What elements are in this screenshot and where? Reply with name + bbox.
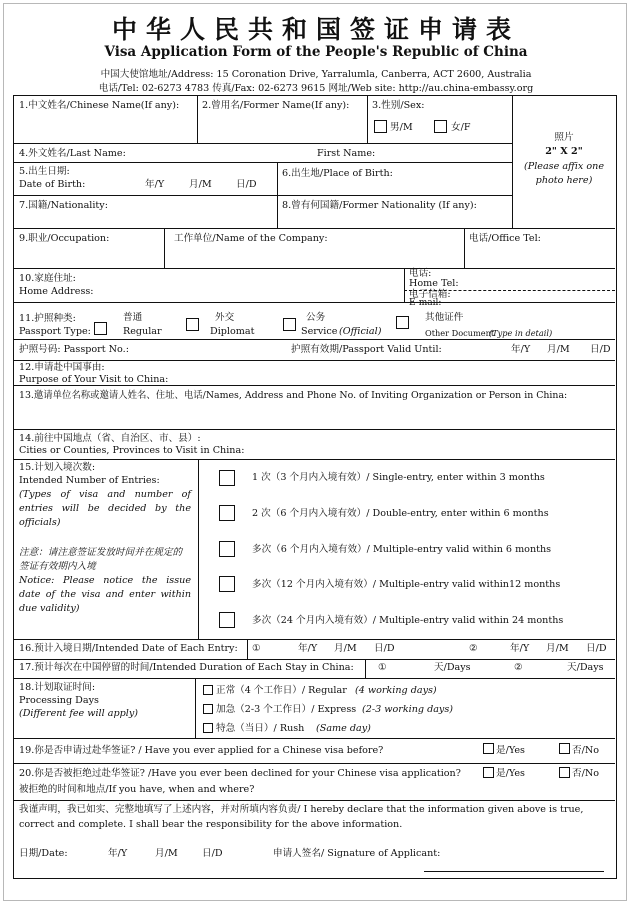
passport-other-en: Other Document	[425, 328, 495, 338]
entry-double-label: 2 次（6 个月内入境有效）/ Double-entry, enter within 6 months	[252, 508, 549, 519]
passport-service-note: (Official)	[339, 326, 382, 337]
q20-yes-checkbox[interactable]	[483, 767, 494, 778]
processing-express-checkbox[interactable]	[203, 704, 213, 714]
notice-label-en: Notice: Please notice the issue date of the visa and enter within due validity)	[19, 575, 191, 614]
entry-date-1-day: 日/D	[374, 643, 395, 654]
form-title-english: Visa Application Form of the People's Republic of China	[104, 44, 528, 60]
email-label-en: E-mail:	[409, 298, 442, 308]
passport-diplomat-checkbox[interactable]	[186, 318, 199, 331]
entry-multi-6-checkbox[interactable]	[219, 541, 235, 557]
passport-valid-year: 年/Y	[511, 344, 531, 355]
processing-express-note: (2-3 working days)	[362, 704, 454, 715]
q20-no-checkbox[interactable]	[559, 767, 570, 778]
entry-multi-24-label: 多次（24 个月内入境有效）/ Multiple-entry valid within 24 months	[252, 615, 564, 626]
stay-duration-label: 17.预计每次在中国停留的时间/Intended Duration of Each Stay in China:	[19, 662, 354, 673]
entry-multi-12-label: 多次（12 个月内入境有效）/ Multiple-entry valid within12 months	[252, 579, 561, 590]
processing-express-label: 加急（2-3 个工作日）/ Express	[216, 704, 357, 715]
sex-male-label: 男/M	[390, 122, 413, 133]
passport-valid-month: 月/M	[547, 344, 570, 355]
last-name-label: 4.外文姓名/Last Name:	[19, 148, 126, 159]
entry-multi-12-checkbox[interactable]	[219, 576, 235, 592]
home-address-label-en: Home Address:	[19, 286, 94, 297]
stay-mark-1: ①	[378, 662, 387, 673]
place-of-birth-label: 6.出生地/Place of Birth:	[282, 168, 393, 179]
sex-label: 3.性别/Sex:	[372, 100, 425, 111]
form-title-chinese: 中华人民共和国签证申请表	[111, 15, 520, 44]
entry-date-label: 16.预计入境日期/Intended Date of Each Entry:	[19, 643, 238, 654]
q19-no-label: 否/No	[572, 745, 599, 756]
q19-no-checkbox[interactable]	[559, 743, 570, 754]
company-label: 工作单位/Name of the Company:	[174, 233, 328, 244]
stay-1-days: 天/Days	[434, 662, 471, 673]
processing-regular-label: 正常（4 个工作日）/ Regular	[216, 685, 347, 696]
application-form	[13, 95, 617, 879]
q19-label: 19.你是否申请过赴华签证? / Have you ever applied for a Chinese visa before?	[19, 745, 384, 756]
date-label: 日期/Date:	[19, 848, 68, 859]
dob-label-en: Date of Birth:	[19, 179, 86, 190]
dob-label-cn: 5.出生日期:	[19, 166, 70, 177]
processing-note: (Different fee will apply)	[19, 708, 138, 719]
entries-label-cn: 15.计划入境次数:	[19, 462, 96, 473]
entry-date-mark-1: ①	[252, 643, 261, 654]
stay-mark-2: ②	[514, 662, 523, 673]
q20-when-label: 被拒绝的时间和地点/If you have, when and where?	[19, 784, 255, 795]
declaration-text: 我谨声明，我已如实、完整地填写了上述内容，并对所填内容负责/ I hereby declare that the information given above is true, correct and complete. I shall bear the responsibility for the above information.	[19, 804, 584, 830]
embassy-contact: 电话/Tel: 02-6273 4783 传真/Fax: 02-6273 9615 网址/Web site: http://au.china-embassy.org	[98, 83, 534, 94]
chinese-name-label: 1.中文姓名/Chinese Name(If any):	[19, 100, 180, 111]
processing-regular-note: (4 working days)	[355, 685, 437, 696]
passport-service-cn: 公务	[306, 312, 326, 323]
former-nationality-label: 8.曾有何国籍/Former Nationality (If any):	[282, 200, 477, 211]
photo-note: (Please affix one photo here)	[524, 161, 604, 186]
passport-regular-checkbox[interactable]	[94, 322, 107, 335]
q19-yes-label: 是/Yes	[496, 745, 525, 756]
entry-date-2-month: 月/M	[546, 643, 569, 654]
cities-label-en: Cities or Counties, Provinces to Visit in China:	[19, 445, 245, 456]
photo-area	[513, 132, 615, 188]
entry-multi-6-label: 多次（6 个月内入境有效）/ Multiple-entry valid within 6 months	[252, 544, 552, 555]
embassy-address: 中国大使馆地址/Address: 15 Coronation Drive, Yarralumla, Canberra, ACT 2600, Australia	[100, 69, 532, 80]
processing-rush-checkbox[interactable]	[203, 723, 213, 733]
passport-diplomat-cn: 外交	[215, 312, 235, 323]
sex-female-label: 女/F	[451, 122, 471, 133]
entry-double-checkbox[interactable]	[219, 505, 235, 521]
passport-valid-day: 日/D	[590, 344, 611, 355]
entries-label-en: Intended Number of Entries:	[19, 475, 160, 486]
entry-single-label: 1 次（3 个月内入境有效）/ Single-entry, enter within 3 months	[252, 472, 545, 483]
signature-label: 申请人签名/ Signature of Applicant:	[273, 848, 441, 859]
q20-yes-label: 是/Yes	[496, 768, 525, 779]
processing-label-cn: 18.计划取证时间:	[19, 682, 96, 693]
passport-valid-label: 护照有效期/Passport Valid Until:	[291, 344, 442, 355]
home-tel-label-en: Home Tel:	[409, 278, 459, 289]
stay-2-days: 天/Days	[567, 662, 604, 673]
notice-label-cn: 注意：请注意签证发放时间并在规定的签证有效期内入境	[19, 547, 183, 572]
passport-other-cn: 其他证件	[425, 312, 464, 323]
dob-month: 月/M	[189, 179, 212, 190]
home-tel-label-cn: 电话:	[409, 268, 432, 279]
occupation-label: 9.职业/Occupation:	[19, 233, 110, 244]
sex-male-checkbox[interactable]	[374, 120, 387, 133]
dob-day: 日/D	[236, 179, 257, 190]
entry-date-mark-2: ②	[469, 643, 478, 654]
passport-other-checkbox[interactable]	[396, 316, 409, 329]
passport-diplomat-en: Diplomat	[210, 326, 255, 337]
passport-no-label: 护照号码: Passport No.:	[19, 344, 129, 355]
entry-date-1-month: 月/M	[334, 643, 357, 654]
passport-service-checkbox[interactable]	[283, 318, 296, 331]
sign-date-day: 日/D	[202, 848, 223, 859]
entry-date-2-day: 日/D	[586, 643, 607, 654]
email-label-cn: 电子信箱:	[409, 289, 451, 300]
passport-type-label-en: Passport Type:	[19, 326, 91, 337]
q19-yes-checkbox[interactable]	[483, 743, 494, 754]
home-address-label-cn: 10.家庭住址:	[19, 273, 76, 284]
sign-date-year: 年/Y	[108, 848, 128, 859]
entry-multi-24-checkbox[interactable]	[219, 612, 235, 628]
q20-label: 20.你是否被拒绝过赴华签证? /Have you ever been declined for your Chinese visa application?	[19, 768, 461, 779]
processing-rush-label: 特急（当日）/ Rush	[216, 723, 305, 734]
signature-line[interactable]	[424, 871, 604, 872]
photo-label: 照片	[554, 132, 574, 143]
passport-regular-cn: 普通	[123, 312, 143, 323]
sex-female-checkbox[interactable]	[434, 120, 447, 133]
cities-label-cn: 14.前往中国地点（省、自治区、市、县）:	[19, 433, 201, 444]
passport-service-en: Service	[301, 326, 338, 337]
purpose-label-cn: 12.申请赴中国事由:	[19, 362, 105, 373]
office-tel-label: 电话/Office Tel:	[469, 233, 541, 244]
first-name-label: First Name:	[317, 148, 376, 159]
q20-no-label: 否/No	[572, 768, 599, 779]
entry-single-checkbox[interactable]	[219, 470, 235, 486]
entry-date-2-year: 年/Y	[510, 643, 530, 654]
former-name-label: 2.曾用名/Former Name(If any):	[202, 100, 350, 111]
sign-date-month: 月/M	[155, 848, 178, 859]
photo-size: 2" X 2"	[545, 146, 583, 157]
processing-regular-checkbox[interactable]	[203, 685, 213, 695]
entry-date-1-year: 年/Y	[298, 643, 318, 654]
passport-regular-en: Regular	[123, 326, 162, 337]
passport-other-note: (Type in detail)	[489, 328, 553, 338]
entries-note: (Types of visa and number of entries will be decided by the officials)	[19, 489, 191, 528]
dob-year: 年/Y	[145, 179, 165, 190]
nationality-label: 7.国籍/Nationality:	[19, 200, 108, 211]
purpose-label-en: Purpose of Your Visit to China:	[19, 374, 169, 385]
processing-rush-note: (Same day)	[316, 723, 371, 734]
processing-label-en: Processing Days	[19, 695, 99, 706]
passport-type-label-cn: 11.护照种类:	[19, 313, 76, 324]
inviting-label: 13.邀请单位名称或邀请人姓名、住址、电话/Names, Address and Phone No. of Inviting Organization or Person in China:	[19, 390, 568, 401]
